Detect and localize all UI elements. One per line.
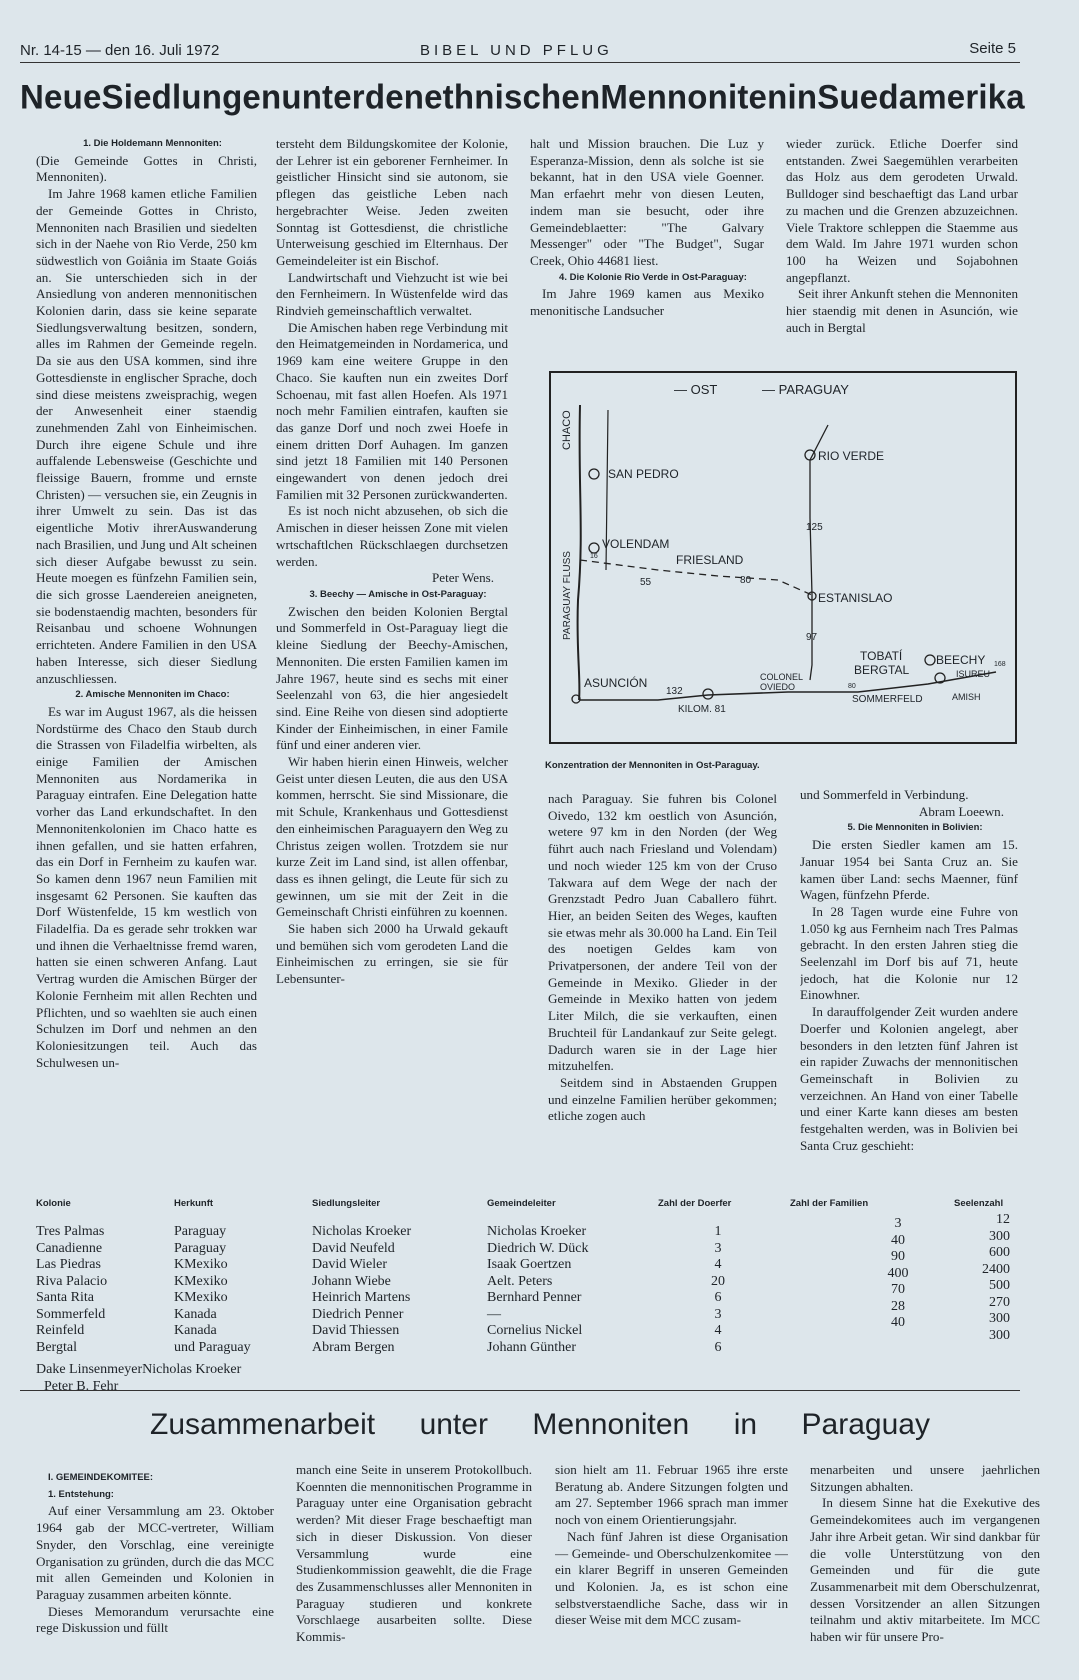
table-cell: 300 xyxy=(989,1327,1010,1343)
map-distance: 80 xyxy=(740,575,752,586)
table-cell: 2400 xyxy=(982,1261,1010,1277)
section-heading: I. GEMEINDEKOMITEE: xyxy=(48,1472,154,1483)
map-title-paraguay: — PARAGUAY xyxy=(762,382,849,397)
table-cell: Diedrich Penner xyxy=(312,1306,404,1322)
table-cell: 28 xyxy=(891,1298,905,1314)
paragraph: In diesem Sinne hat die Exekutive des Gemeindekomitees auch im vergangenen Jahr ihre Arbeit getan. Wir sind dankbar für die volle Unterstützung von den Gemeinden und für die gute Zusammenarbeit mit dem Oberschulzenrat, dessen Vorsitzender an allen Sitzungen teilnahm und aktiv mitarbeitete. Im MCC haben wir für unsere Pro- xyxy=(810,1495,1040,1645)
table-cell: 3 xyxy=(714,1306,722,1322)
map-caption: Konzentration der Mennoniten in Ost-Paraguay. xyxy=(545,760,760,771)
table-cell: 4 xyxy=(714,1257,722,1272)
table-cell: 20 xyxy=(711,1273,725,1289)
map-oviedo: OVIEDO xyxy=(760,682,796,692)
table-header: Seelenzahl xyxy=(954,1198,1004,1209)
table-cell: Sommerfeld xyxy=(36,1306,106,1322)
table-column-familien xyxy=(868,1216,928,1332)
table-header: Zahl der Familien xyxy=(790,1198,869,1209)
paragraph: Sie haben sich 2000 ha Urwald gekauft und bemühen sich vom gerodeten Land die Einheimischen zu erringen, sie sie für Lebensunter- xyxy=(276,921,508,987)
table-cell: Nicholas Kroeker xyxy=(487,1224,587,1239)
title-word: Suedamerika xyxy=(817,77,1025,116)
section-heading: 2. Amische Mennoniten im Chaco: xyxy=(75,689,230,701)
map-label-fluss: PARAGUAY FLUSS xyxy=(562,551,573,640)
table-cell: 270 xyxy=(989,1294,1010,1310)
table-cell: Peter B. Fehr xyxy=(44,1378,119,1394)
title-word: Paraguay xyxy=(801,1408,930,1441)
paragraph: tersteht dem Bildungskomitee der Kolonie, der Lehrer ist ein geborener Fernheimer. In geistlicher Hinsicht sind sie autonom, sie pflegen das geistliche Leben nach hergebrachter Weise. Jeden zweiten Sonntag ist Gottesdienst, die christliche Unterweisung geschied im Elternhaus. Der Gemeindeleiter ist ein Bischof. xyxy=(276,136,508,268)
table-cell: Cornelius Nickel xyxy=(487,1323,583,1338)
table-column-herkunft xyxy=(174,1224,251,1356)
table-cell: David Wieler xyxy=(312,1257,387,1272)
table-cell: Tres Palmas xyxy=(36,1224,105,1239)
table-cell: und Paraguay xyxy=(174,1339,251,1355)
table-cell: Johann Wiebe xyxy=(312,1273,391,1289)
paragraph: Im Jahre 1968 kamen etliche Familien der Gemeinde Gottes in Christo, Mennoniten nach Brasilien und siedelten sich in der Naehe von Rio Verde, 250 km südwestlich von Goiânia im Staate Goiás an. Sie unterschieden sich in der Ansiedlung von anderen mennonitischen Kolonien darin, dass sie keine separate Siedlungsverwaltung besitzen, sondern, alles im Rahmen der Gemeinde regeln. Da sie aus den USA kommen, sind ihre Gottesdienste in englischer Sprache, doch sind diese meistens zweisprachig, wegen der Anwesenheit einer staendig zunehmenden Zahl von Einheimischen. Durch ihre eigene Schule und ihre auffalende Lebensweise (Geschichte und fleissige Bauern, fromme und ernste Christen) — versuchen sie, ein Zeugnis in ihrer Umwelt zu sein. Das ist das eigentliche Motiv ihrerAuswanderung nach Brasilien, und Jung und Alt scheinen sich dieser Aufgabe bewusst zu sein. Heute moegen es fünfzehn Familien sein, die sich grosse Laendereien aneigneten, sie bodenstaendig machten, besonders für Reisanbau und schoene Wohnungen errichteten. Andere Familien in den USA haben Interesse, sich dieser Siedlung anzuschliessen. xyxy=(36,186,257,686)
paragraph: Es war im August 1967, als die heissen Nordstürme des Chaco den Staub durch die Strassen von Filadelfia wirbelten, als einige Familien der Amischen Mennoniten aus Nordamerika in Paraguay eintrafen. Eine Delegation hatte vorher das Land erkundschaftet. In den Mennonitenkolonien im Chaco hatte es ihnen gefallen, und sie hatten erfahren, das ein Dorf in Fernheim zu kaufen war. So kamen denn 1967 neun Familien mit insgesamt 62 Personen. Sie kauften das Dorf Wüstenfelde, 15 km westlich von Filadelfia. Da es gerade sehr trokken war und ihnen die Verhaeltnisse fremd waren, hatten sie einen schweren Anfang. Laut Vertrag wurden die Amischen Bürger der Kolonie Fernheim mit allen Rechten und Pflichten, und so waehlten sie auch einen Schulzen im Dorf und nehmen an den Koloniesitzungen teil. Auch das Schulwesen un- xyxy=(36,703,257,1070)
table-cell: 500 xyxy=(989,1278,1010,1293)
table-header: Gemeindeleiter xyxy=(487,1198,556,1209)
map-distance: 16 xyxy=(590,553,598,560)
paragraph: In darauffolgender Zeit wurden andere Doerfer und Kolonien angelegt, aber besonders in den letzten fünf Jahren ist ein rapider Zuwachs der mennonitischen Gemeinschaft in Bolivien zu verzeichnen. An Hand von einer Tabelle und einer Karte kann dieses am besten festgehalten werden, was in Bolivien bei Santa Cruz geschieht: xyxy=(800,1004,1018,1153)
table-header: Kolonie xyxy=(36,1198,71,1209)
page-header xyxy=(20,40,1020,63)
paragraph: Zwischen den beiden Kolonien Bergtal und Sommerfeld in Ost-Paraguay liegt die kleine Siedlung der Beechy-Amischen, Mennoniten. Die ersten Familien kamen im Jahre 1967, heute sind es sechs mit einer Seelenzahl von 63, die hier angesiedelt sind. Eine Reihe von diesen sind adoptierte Kinder der Einheimischen, in einer Famile fünf und einer anderen vier. xyxy=(276,603,508,753)
map-distance: 132 xyxy=(666,686,683,697)
table-cell: Diedrich W. Dück xyxy=(487,1240,589,1256)
article2-title xyxy=(150,1408,930,1442)
map-distance: 80 xyxy=(848,683,856,690)
article1-col4 xyxy=(786,136,1018,346)
article1-col2 xyxy=(276,136,508,1184)
paragraph: wieder zurück. Etliche Doerfer sind entstanden. Zwei Saegemühlen verarbeiten das Holz aus dem gerodeten Urwald. Bulldoger sind beschaeftigt das Land urbar zu machen und die Grenzen abzuzeichnen. Viele Traktore schleppen die Staemme aus dem Wald. Im Jahre 1971 wurden schon 100 ha Weizen und Sojabohnen angepflanzt. xyxy=(786,136,1018,285)
section-heading: 5. Die Mennoniten in Bolivien: xyxy=(847,822,983,834)
table-cell: — xyxy=(487,1306,501,1322)
article2-col1 xyxy=(36,1470,274,1675)
table-cell: Reinfeld xyxy=(36,1323,85,1338)
article2-col3 xyxy=(555,1462,788,1675)
map-asuncion: ASUNCIÓN xyxy=(584,676,648,690)
table-column-doerfer xyxy=(688,1224,748,1356)
paragraph: halt und Mission brauchen. Die Luz y Esperanza-Mission, denn als solche ist sie bekannt, hat in den USA viele Goenner. Man erfaehrt mehr von diesen Leuten, indem man sie besucht, oder ihre Gemeindeblaetter: "The Galvary Messenger" oder "The Budget", Sugar Creek, Ohio 44681 liest. xyxy=(530,136,764,268)
table-cell: Santa Rita xyxy=(36,1290,94,1305)
paragraph: manch eine Seite in unserem Protokollbuch. Koennten die mennonitischen Programme in Paraguay unter eine Organisation gebracht werden? Mit dieser Frage beschaeftigt man sich in dieser Diskussion. Von dieser Versammlung wurde eine Studienkommission geawehlt, die die Frage des Zusammenschlusses aller Mennoniten in Paraguay studieren und konkrete Vorschlaege ausarbeiten sollte. Diese Kommis- xyxy=(296,1462,532,1645)
article1-col3 xyxy=(530,136,764,346)
article2-col2 xyxy=(296,1462,532,1675)
map-distance: 97 xyxy=(806,632,818,643)
section-heading: 1. Die Holdemann Mennoniten: xyxy=(83,138,222,149)
map-beechy: BEECHY xyxy=(936,653,986,667)
table-cell: 40 xyxy=(891,1232,905,1248)
paragraph: Im Jahre 1969 kamen aus Mexiko menonitische Landsucher xyxy=(530,286,764,319)
table-cell: Paraguay xyxy=(174,1240,227,1256)
paragraph: menarbeiten und unsere jaehrlichen Sitzungen abhalten. xyxy=(810,1462,1040,1494)
title-word: unter xyxy=(281,77,365,116)
paragraph: Nach fünf Jahren ist diese Organisation — Gemeinde- und Oberschulzenkomitee — ein klarer Begriff in unseren Gemeinden und Kolonien. Ja, es ist schon eine selbstverstaendliche Sache, dass wir in dieser Weise mit dem MCC zusam- xyxy=(555,1528,788,1628)
table-cell: Bergtal xyxy=(36,1339,77,1355)
map-tobati: TOBATÍ xyxy=(860,649,903,663)
paragraph: Wir haben hierin einen Hinweis, welcher Geist unter diesen Leuten, die aus den USA kommen, herrscht. Sie sind Missionare, die mit Schule, Krankenhaus und Gottesdienst den einheimischen Paraguayern den Weg zu Christus zeigen wollen. Trotzdem sie nur kurze Zeit im Land sind, ist allen offenbar, dass es ihnen gelingt, die Leute für sich zu gewinnen, um sie mit der Zeit in die Gemeinschaft Christi einführen zu koennen. xyxy=(276,754,508,920)
table-cell: Isaak Goertzen xyxy=(487,1257,572,1272)
table-cell: David Thiessen xyxy=(312,1323,400,1338)
title-word: Mennoniten xyxy=(532,1408,690,1441)
paragraph: Dieses Memorandum verursachte eine rege Diskussion und füllt xyxy=(36,1603,274,1636)
article2-col4 xyxy=(810,1462,1040,1675)
paragraph: Seitdem sind in Abstaenden Gruppen und einzelne Familien herüber gekommen; etliche zogen auch xyxy=(548,1074,777,1124)
article1-title xyxy=(20,77,1025,117)
table-column-siedlungsleiter xyxy=(312,1224,411,1356)
article1-col1 xyxy=(36,136,257,1184)
title-word: ethnischen xyxy=(424,77,601,116)
article1-col4b xyxy=(800,787,1018,1184)
article1-col3b xyxy=(548,791,777,1184)
section-rule xyxy=(20,1390,1020,1391)
title-word: Siedlungen xyxy=(101,77,282,116)
paragraph: nach Paraguay. Sie fuhren bis Colonel Oivedo, 132 km oestlich von Asunción, wetere 97 km in den Norden (der Weg führt auch nach Friesland und Volendam) und noch wieder 125 km von der Cruso Takwara auf dem Wege der nach der Grenzstadt Pedro Juan Caballero führt. Hier, an beiden Seiten des Weges, kauften sie etwas mehr als 30.000 ha Land. Ein Teil des noetigen Geldes kam von Privatpersonen, der andere Teil von der Gemeinde in Mexiko. Glieder in der Gemeinde in Mexiko hatten von jedem Liter Milch, die sie verkauften, einen Bruchteil für Landankauf zur Seite gelegt. Dadurch waren sie in der Lage hier mitzuhelfen. xyxy=(548,791,777,1074)
map-distance: 125 xyxy=(806,522,823,533)
title-word: in xyxy=(787,77,818,116)
table-cell: 300 xyxy=(989,1228,1010,1244)
title-word: Mennoniten xyxy=(600,77,788,116)
table-cell: 3 xyxy=(894,1216,902,1231)
map-san-pedro: SAN PEDRO xyxy=(608,467,679,481)
paragraph: Landwirtschaft und Viehzucht ist wie bei den Fernheimern. In Wüstenfelde wird das Rindvieh gemeinschaftlich verwaltet. xyxy=(276,269,508,319)
paragraph: In 28 Tagen wurde eine Fuhre von 1.050 kg aus Fernheim nach Tres Palmas gebracht. In den ersten Jahren stieg die Seelenzahl im Dorf bis auf 71, heute jedoch, hat die Kolonie nur 12 Einowhner. xyxy=(800,903,1018,1003)
table-cell: Kanada xyxy=(174,1323,217,1338)
map-bergtal: BERGTAL xyxy=(854,663,910,677)
table-column-seelen xyxy=(982,1212,1010,1344)
table-header: Herkunft xyxy=(174,1198,214,1209)
table-cell: 40 xyxy=(891,1315,905,1330)
title-word: unter xyxy=(419,1408,488,1441)
title-word: den xyxy=(364,77,425,116)
table-cell: 90 xyxy=(891,1249,905,1264)
table-cell: 400 xyxy=(887,1265,909,1281)
paragraph: Seit ihrer Ankunft stehen die Mennoniten hier staendig mit denen in Asunción, wie auch in Bergtal xyxy=(786,286,1018,335)
map-kilom: KILOM. 81 xyxy=(678,704,726,715)
table-cell: David Neufeld xyxy=(312,1240,395,1256)
section-heading: 3. Beechy — Amische in Ost-Paraguay: xyxy=(309,588,487,600)
table-cell: Bernhard Penner xyxy=(487,1290,582,1305)
map-distance: 55 xyxy=(640,577,652,588)
title-word: Zusammenarbeit xyxy=(150,1408,376,1441)
map-sommerfeld: SOMMERFELD xyxy=(852,694,923,705)
table-cell: KMexiko xyxy=(174,1273,228,1289)
publication-name: BIBEL UND PFLUG xyxy=(420,42,613,59)
paragraph: sion hielt am 11. Februar 1965 ihre erste Beratung ab. Andere Sitzungen folgten und am 27. September 1966 sprach man immer noch von einem Orientierungsjahr. xyxy=(555,1462,788,1528)
table-cell: 3 xyxy=(714,1240,722,1256)
table-cell: 12 xyxy=(996,1212,1010,1227)
table-cell: 70 xyxy=(891,1282,905,1297)
paragraph: Auf einer Versammlung am 23. Oktober 1964 gab der MCC-vertreter, William Snyder, den Vorschlag, eine vereinigte Organisation zu gründen, durch die das MCC mit allen Gemeinden und Kolonien in Paraguay zusammen arbeiten könnte. xyxy=(36,1503,274,1602)
table-cell: 6 xyxy=(714,1339,722,1355)
map-title-ost: — OST xyxy=(674,382,718,397)
table-cell: 1 xyxy=(714,1224,722,1239)
map-distance: 168 xyxy=(994,661,1006,668)
map-estanislao: ESTANISLAO xyxy=(818,591,893,605)
paragraph: und Sommerfeld in Verbindung. xyxy=(800,787,969,802)
table-cell: 4 xyxy=(714,1323,722,1338)
section-heading: 1. Entstehung: xyxy=(48,1488,114,1500)
table-column-gemeindeleiter xyxy=(487,1224,588,1356)
title-word: in xyxy=(733,1408,758,1441)
table-cell: Aelt. Peters xyxy=(487,1273,553,1289)
map-ost-paraguay xyxy=(548,370,1018,745)
table-cell: KMexiko xyxy=(174,1290,228,1305)
table-cell: 6 xyxy=(714,1290,722,1305)
table-cell: Dake LinsenmeyerNicholas Kroeker xyxy=(36,1362,242,1377)
map-label-chaco: CHACO xyxy=(561,410,573,450)
table-cell: Johann Günther xyxy=(487,1339,577,1355)
paragraph: (Die Gemeinde Gottes in Christi, Mennoniten). xyxy=(36,152,257,185)
table-cell: Paraguay xyxy=(174,1224,227,1239)
signature: Peter Wens. xyxy=(432,570,494,586)
title-word: Neue xyxy=(20,77,102,116)
table-cell: Kanada xyxy=(174,1306,217,1322)
paragraph: Die ersten Siedler kamen am 15. Januar 1954 bei Santa Cruz an. Sie kamen über Land: sechs Maenner, fünf Wagen, fünfzehn Pferde. xyxy=(800,837,1018,903)
table-cell: 600 xyxy=(989,1245,1010,1260)
paragraph: Die Amischen haben rege Verbindung mit den Heimatgemeinden in Nordamerica, und 1969 kam eine weitere Gruppe in den Chaco. Sie kauften nun ein zweites Dorf Schoenau, mit fast allen Hoefen. Als 1971 noch mehr Familien eintrafen, kauften sie das ganze Dorf und noch zwei Hoefe in einem dritten Dorf Auhagen. Im ganzen sind jetzt 18 Familien mit 140 Personen eingewandert von denen jedoch drei Familien mit 32 Personen zurückwanderten. xyxy=(276,319,508,502)
section-heading: 4. Die Kolonie Rio Verde in Ost-Paraguay: xyxy=(559,271,747,283)
map-isureu: ISUREU xyxy=(956,669,991,679)
map-rio-verde: RIO VERDE xyxy=(818,449,885,463)
paragraph: Es ist noch nicht abzusehen, ob sich die Amischen in dieser heissen Zone mit vielen wrtschaftlchen Rückschlaegen durchsetzen werden. xyxy=(276,503,508,569)
map-volendam: VOLENDAM xyxy=(602,537,670,551)
table-cell: Nicholas Kroeker xyxy=(312,1224,412,1239)
map-amish: AMISH xyxy=(952,692,981,702)
table-cell: Las Piedras xyxy=(36,1257,101,1272)
map-colonel: COLONEL xyxy=(760,672,804,682)
table-cell: Riva Palacio xyxy=(36,1273,108,1289)
table-cell: KMexiko xyxy=(174,1257,228,1272)
table-header: Siedlungsleiter xyxy=(312,1198,381,1209)
map-friesland: FRIESLAND xyxy=(676,553,744,567)
table-cell: Canadienne xyxy=(36,1240,103,1256)
issue-date: Nr. 14-15 — den 16. Juli 1972 xyxy=(20,42,220,59)
table-cell: 300 xyxy=(989,1311,1010,1326)
table-cell: Heinrich Martens xyxy=(312,1290,411,1305)
table-column-kolonie xyxy=(36,1224,107,1356)
signature: Abram Loeewn. xyxy=(918,803,1004,819)
table-cell: Abram Bergen xyxy=(312,1339,395,1355)
table-header: Zahl der Doerfer xyxy=(658,1198,732,1209)
page-number: Seite 5 xyxy=(969,40,1016,57)
